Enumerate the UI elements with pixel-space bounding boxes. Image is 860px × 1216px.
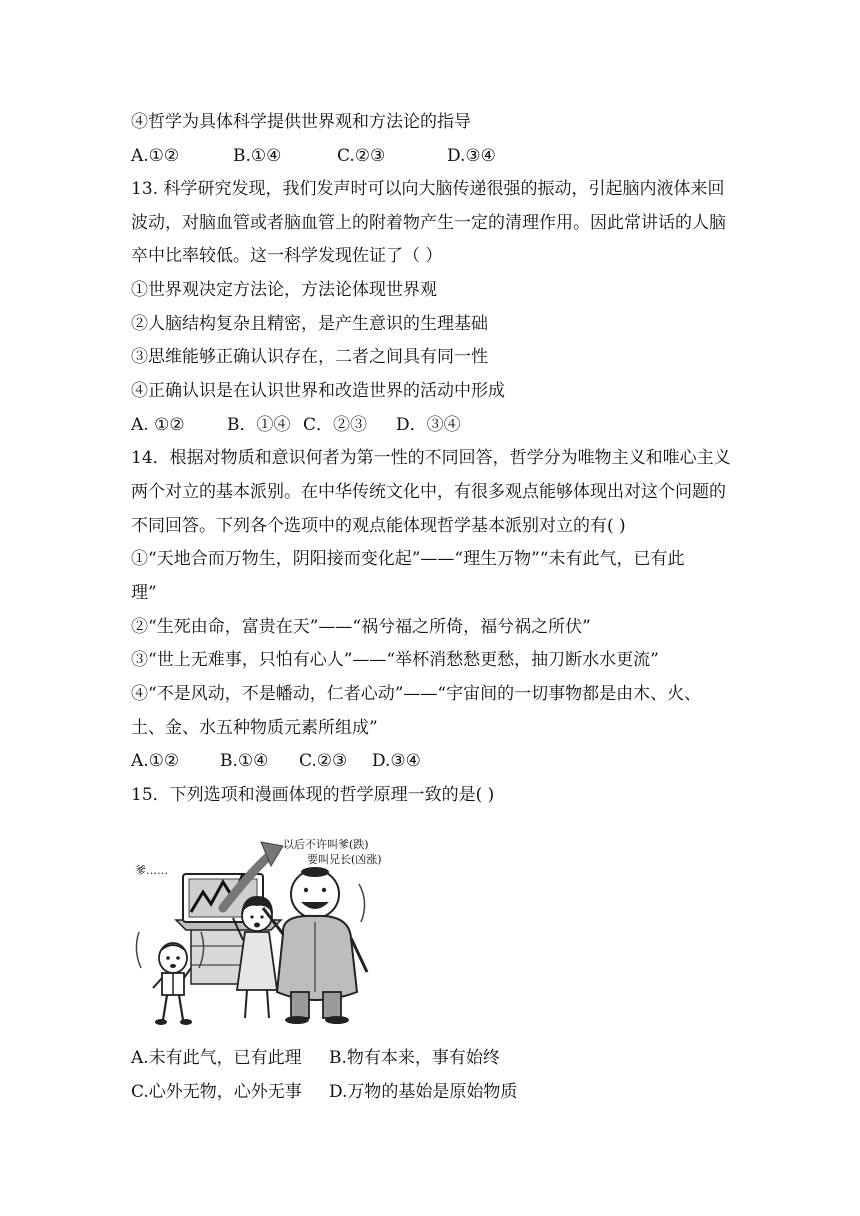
q14-option-b: B.①④ bbox=[220, 751, 269, 771]
q14-options bbox=[131, 750, 421, 772]
q15-option-b: B.物有本来，事有始终 bbox=[329, 1048, 500, 1068]
q15-option-d: D.万物的基始是原始物质 bbox=[329, 1082, 518, 1102]
q13-item-2: ②人脑结构复杂且精密，是产生意识的生理基础 bbox=[131, 314, 488, 334]
q13-option-b: B．①④ bbox=[227, 415, 291, 435]
q14-item-4-line-1: ④“不是风动，不是幡动，仁者心动”——“宇宙间的一切事物都是由木、火、 bbox=[131, 684, 702, 704]
q15-options-row-2 bbox=[131, 1081, 517, 1103]
cartoon-caption-right-2: 要叫兄长(凶涨) bbox=[307, 853, 382, 866]
q14-item-1-line-2: 理” bbox=[131, 583, 157, 603]
q15-options-row-1 bbox=[131, 1047, 500, 1069]
q15-option-a: A.未有此气，已有此理 bbox=[131, 1048, 302, 1068]
q14-option-c: C.②③ bbox=[299, 751, 348, 771]
q13-item-3: ③思维能够正确认识存在，二者之间具有同一性 bbox=[131, 347, 488, 367]
q14-stem-line-1: 14．根据对物质和意识何者为第一性的不同回答，哲学分为唯物主义和唯心主义 bbox=[131, 448, 731, 468]
q14-item-3: ③“世上无难事，只怕有心人”——“举杯消愁愁更愁，抽刀断水水更流” bbox=[131, 650, 659, 670]
q14-option-d: D.③④ bbox=[372, 751, 421, 771]
q14-stem-line-2: 两个对立的基本派别。在中华传统文化中，有很多观点能够体现出对这个问题的 bbox=[131, 482, 726, 502]
cartoon-caption-right-1: 以后不许叫爹(跌) bbox=[283, 838, 369, 851]
q13-stem-line-2: 波动，对脑血管或者脑血管上的附着物产生一定的清理作用。因此常讲话的人脑 bbox=[131, 213, 726, 233]
q14-item-1-line-1: ①“天地合而万物生，阴阳接而变化起”——“理生万物”“未有此气，已有此 bbox=[131, 549, 685, 569]
q13-option-a: A. ①② bbox=[131, 415, 185, 435]
q12-option-c: C.②③ bbox=[337, 146, 386, 166]
q12-option-a: A.①② bbox=[131, 146, 180, 166]
q13-option-c: C．②③ bbox=[303, 415, 368, 435]
q13-stem-line-3: 卒中比率较低。这一科学发现佐证了（ ） bbox=[131, 246, 443, 266]
q13-item-4: ④正确认识是在认识世界和改造世界的活动中形成 bbox=[131, 381, 505, 401]
fat-man-figure bbox=[263, 867, 367, 1024]
q12-item-4: ④哲学为具体科学提供世界观和方法论的指导 bbox=[131, 112, 471, 132]
cartoon-illustration bbox=[131, 822, 431, 1032]
q14-option-a: A.①② bbox=[131, 751, 180, 771]
q14-stem-line-3: 不同回答。下列各个选项中的观点能体现哲学基本派别对立的有( ) bbox=[131, 516, 626, 536]
q13-options bbox=[131, 414, 461, 436]
q12-option-b: B.①④ bbox=[233, 146, 282, 166]
q13-item-1: ①世界观决定方法论，方法论体现世界观 bbox=[131, 280, 437, 300]
q15-option-c: C.心外无物，心外无事 bbox=[131, 1082, 302, 1102]
cartoon-caption-left: 爹…… bbox=[135, 864, 168, 877]
q15-stem: 15．下列选项和漫画体现的哲学原理一致的是( ) bbox=[131, 785, 495, 805]
q14-item-2: ②“生死由命，富贵在天”——“祸兮福之所倚，福兮祸之所伏” bbox=[131, 617, 591, 637]
q14-item-4-line-2: 土、金、水五种物质元素所组成” bbox=[131, 718, 378, 738]
q13-option-d: D．③④ bbox=[396, 415, 461, 435]
q12-option-d: D.③④ bbox=[447, 146, 496, 166]
q13-stem-line-1: 13. 科学研究发现，我们发声时可以向大脑传递很强的振动，引起脑内液体来回 bbox=[131, 179, 725, 199]
q12-options bbox=[131, 145, 496, 167]
